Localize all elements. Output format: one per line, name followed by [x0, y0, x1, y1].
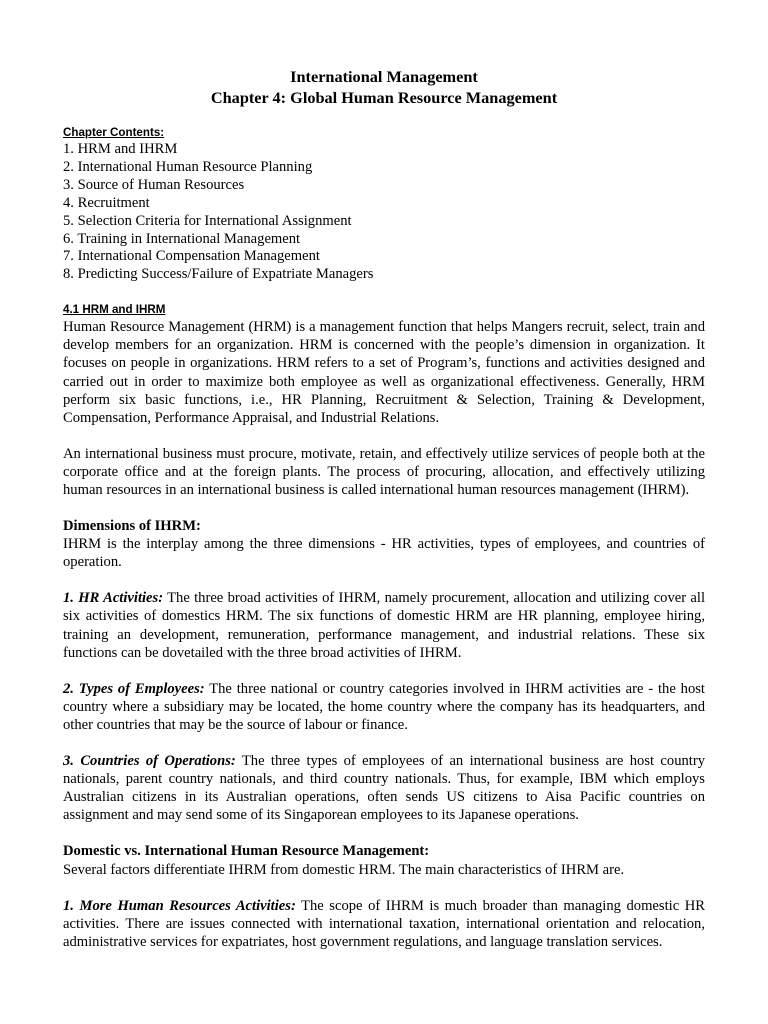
dimensions-heading: Dimensions of IHRM: [63, 518, 201, 535]
contents-item: 1. HRM and IHRM [63, 141, 178, 157]
contents-label: Chapter Contents: [63, 126, 165, 139]
contents-item: 7. International Compensation Management [63, 248, 320, 265]
contents-list [63, 141, 705, 284]
countries-label: 3. Countries of Operations: [63, 753, 236, 770]
hr-activities-paragraph [63, 589, 705, 661]
paragraph-ihrm: An international business must procure, motivate, retain, and effectively utilize services of people both at the corporate office and at the foreign plants. The process of procuring, allocation, and effectively utilizing human resources in an international business is called international human resources management (IHRM). [63, 445, 705, 498]
contents-item: 6. Training in International Management [63, 230, 301, 247]
domestic-intro: Several factors differentiate IHRM from domestic HRM. The main characteristics of IHRM are. [63, 861, 625, 878]
document-title [63, 66, 705, 108]
more-activities-paragraph [63, 897, 705, 951]
contents-item: 4. Recruitment [63, 194, 150, 211]
countries-paragraph [63, 752, 705, 824]
title-line-2: Chapter 4: Global Human Resource Management [210, 88, 558, 107]
employees-text: The three national or country categories involved in IHRM activities are - the host country where a subsidiary may be located, the home country where the company has its headquarters, and other countries that may be the source of labour or finance. [63, 680, 705, 733]
section-label: 4.1 HRM and IHRM [63, 303, 166, 317]
more-activities-text: The scope of IHRM is much broader than managing domestic HR activities. There are issues connected with international taxation, international orientation and relocation, administrative services for expatriates, host government regulations, and language translation services. [63, 897, 705, 950]
title-line-1: International Management [290, 67, 478, 86]
hr-activities-label: 1. HR Activities: [63, 590, 164, 607]
contents-item: 8. Predicting Success/Failure of Expatriate Managers [63, 266, 374, 283]
contents-item: 5. Selection Criteria for International Assignment [63, 212, 352, 229]
hr-activities-text: The three broad activities of IHRM, namely procurement, allocation and utilizing cover all six activities of domestics HRM. The six functions of domestic HRM are HR planning, employee hiring, training an development, remuneration, performance management, and industrial relations. These six functions can be dovetailed with the three broad activities of IHRM. [63, 590, 705, 661]
contents-item: 3. Source of Human Resources [63, 176, 245, 193]
more-activities-label: 1. More Human Resources Activities: [63, 897, 296, 914]
contents-item: 2. International Human Resource Planning [63, 158, 313, 175]
dimensions-intro: IHRM is the interplay among the three dimensions - HR activities, types of employees, and countries of operation. [63, 536, 705, 571]
domestic-heading: Domestic vs. International Human Resource Management: [63, 843, 430, 860]
employees-label: 2. Types of Employees: [63, 680, 205, 697]
employees-paragraph [63, 680, 705, 734]
paragraph-hrm: Human Resource Management (HRM) is a management function that helps Mangers recruit, select, train and develop members for an organization. HRM is concerned with the people’s dimension in organization. It focuses on people in organizations. HRM refers to a set of Program’s, functions and activities designed and carried out in order to maximize both employee as well as organizational effectiveness. Generally, HRM perform six basic functions, i.e., HR Planning, Recruitment & Selection, Training & Development, Compensation, Performance Appraisal, and Industrial Relations. [63, 319, 705, 426]
countries-text: The three types of employees of an international business are host country nationals, parent country nationals, and third country nationals. Thus, for example, IBM which employs Australian citizens in its Australian operations, often sends US citizens to Aisa Pacific countries on assignment and may send some of its Singaporean employees to its Japanese operations. [63, 753, 705, 824]
